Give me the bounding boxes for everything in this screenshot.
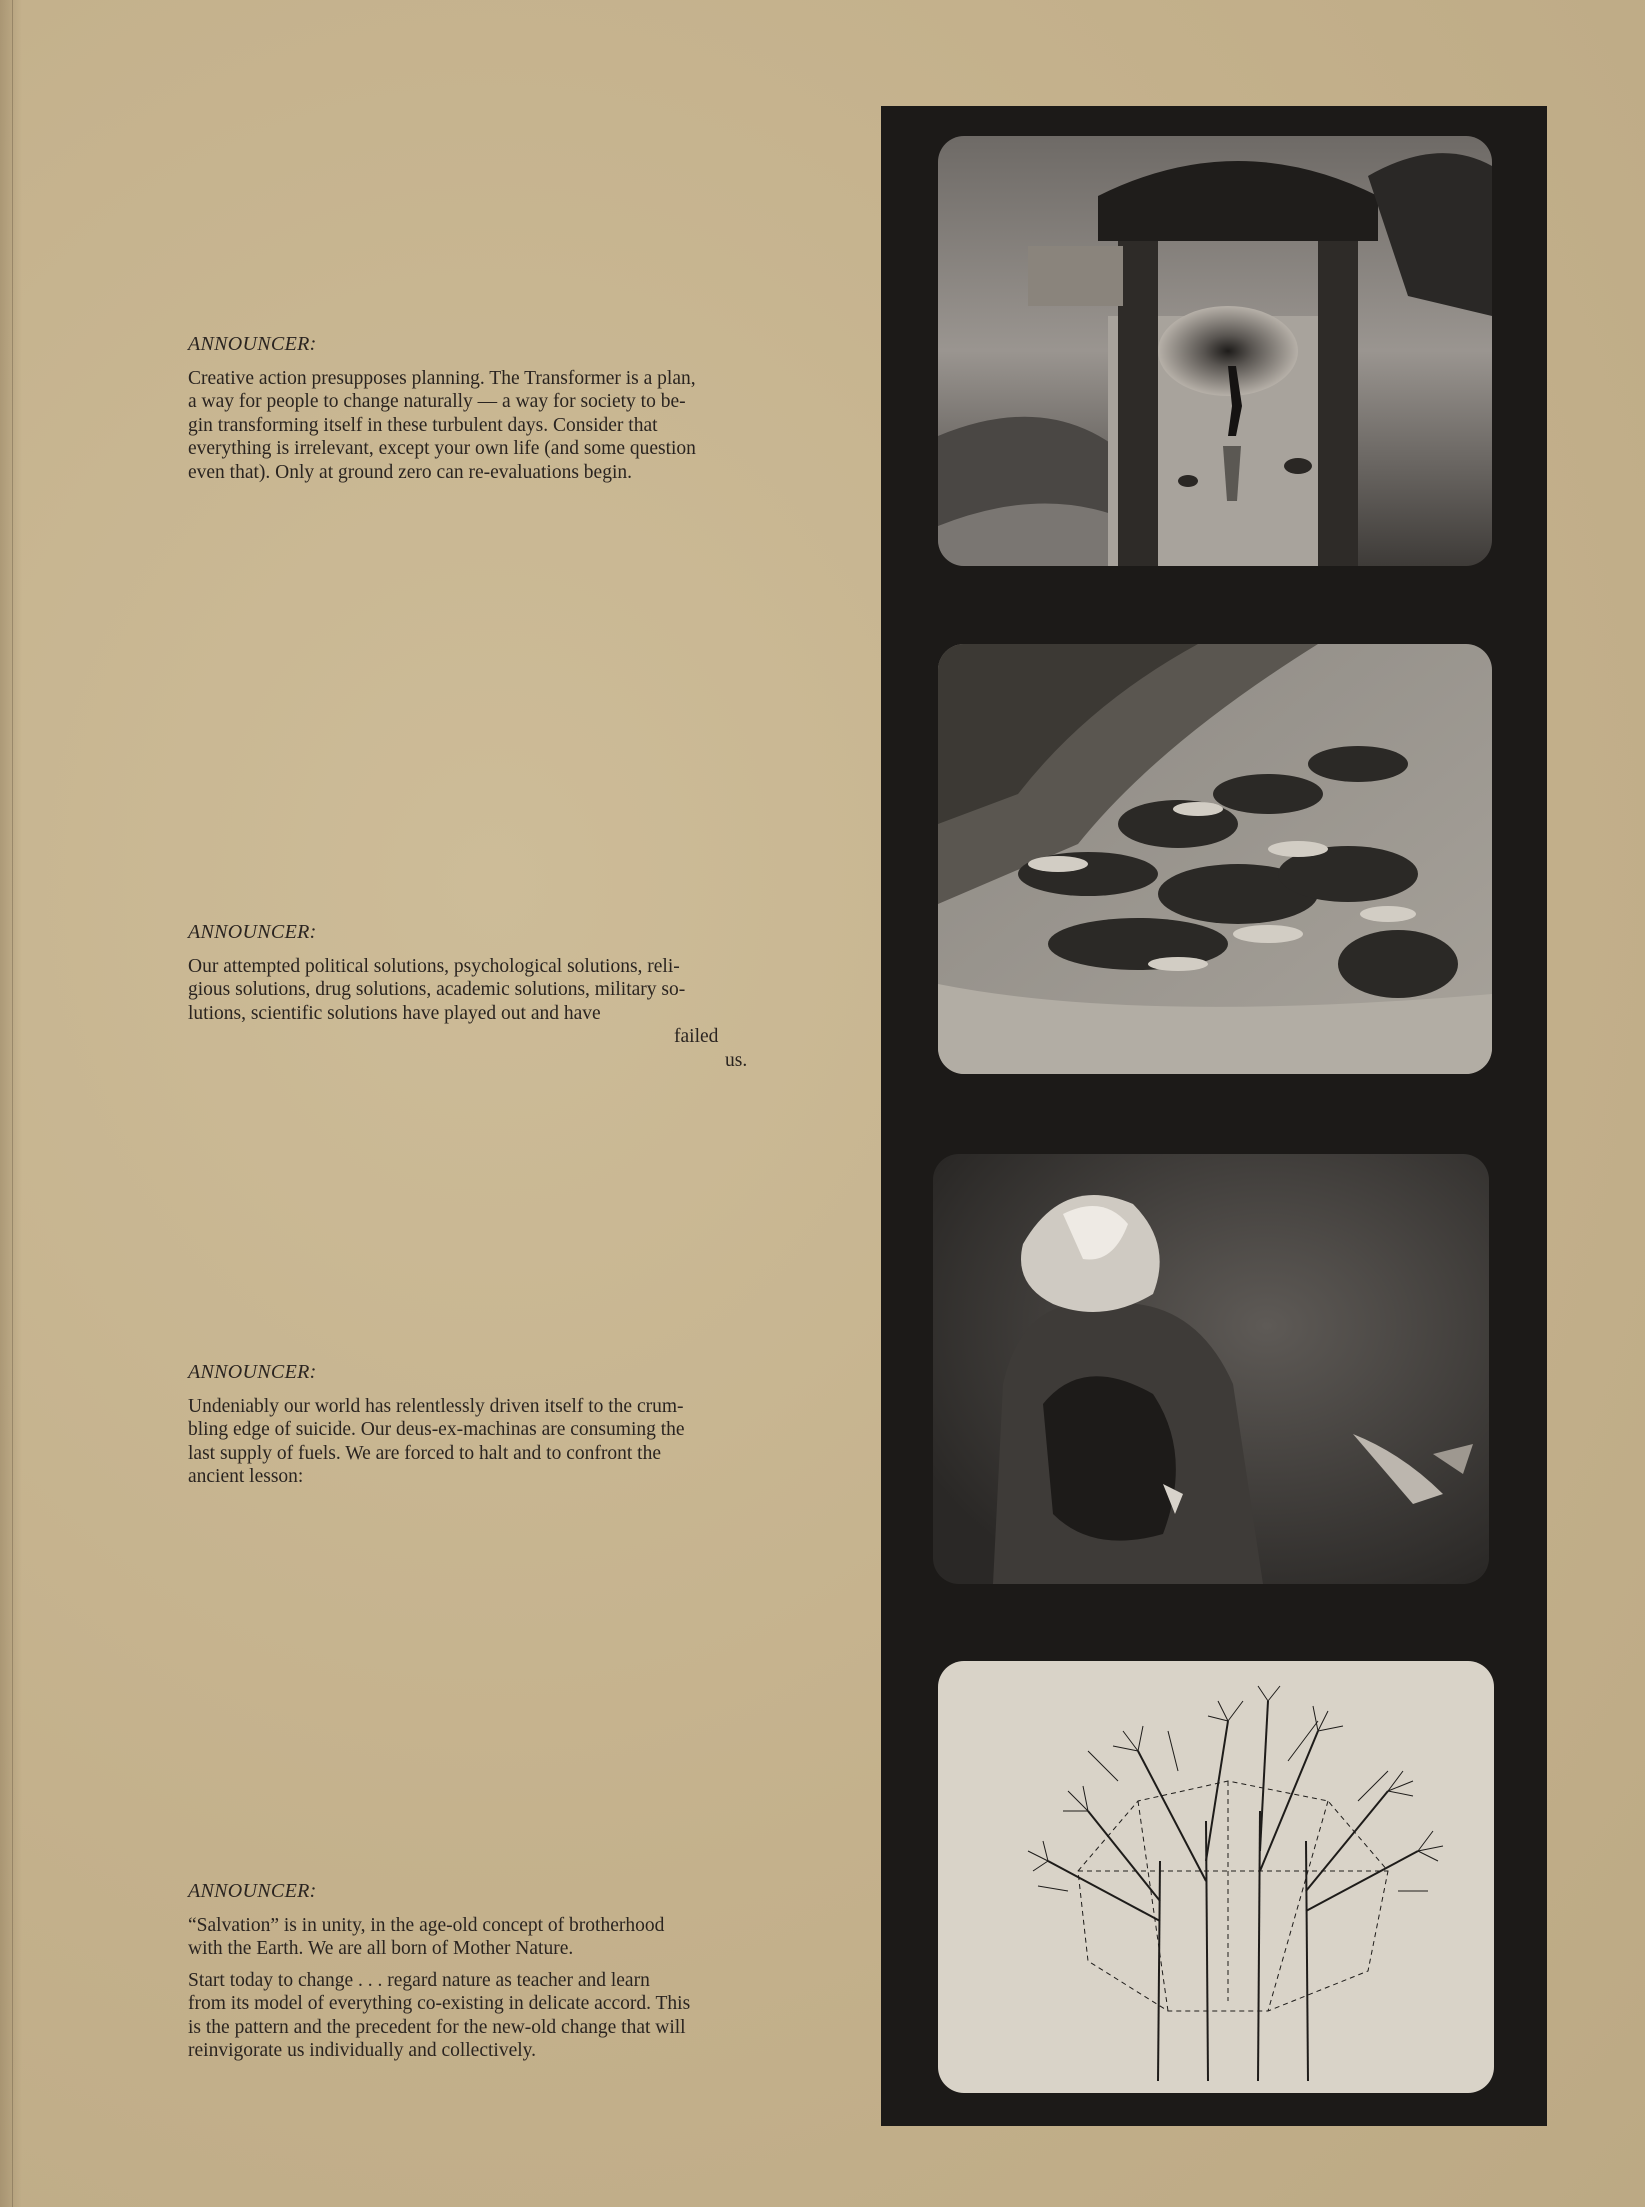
text-line: Undeniably our world has relentlessly driven itself to the crum- <box>188 1395 684 1417</box>
text-line: even that). Only at ground zero can re-evaluations begin. <box>188 461 632 483</box>
text-line: with the Earth. We are all born of Mother Nature. <box>188 1938 574 1959</box>
text-line: gin transforming itself in these turbulent days. Consider that <box>188 414 658 436</box>
frame-road-photo <box>938 644 1492 1074</box>
speaker-label: ANNOUNCER: <box>188 1361 317 1383</box>
announcer-text-2 <box>188 955 798 1073</box>
word-failed: failed <box>674 1026 719 1047</box>
speaker-label: ANNOUNCER: <box>188 333 317 355</box>
announcer-text-1 <box>188 367 798 485</box>
page-fold-edge <box>12 0 13 2207</box>
text-line: Creative action presupposes planning. The Transformer is a plan, <box>188 367 696 389</box>
announcer-text-4a <box>188 1914 798 1961</box>
announcer-section-2 <box>188 921 798 1080</box>
text-line: “Salvation” is in unity, in the age-old concept of brotherhood <box>188 1914 665 1936</box>
text-line: Our attempted political solutions, psychological solutions, reli- <box>188 955 680 977</box>
archway-photo-image <box>938 136 1492 566</box>
frame-tree-drawing <box>938 1661 1494 2093</box>
text-line: lutions, scientific solutions have played out and have <box>188 1002 601 1024</box>
text-line: reinvigorate us individually and collectively. <box>188 2040 537 2061</box>
announcer-section-4 <box>188 1880 798 2071</box>
speaker-label: ANNOUNCER: <box>188 1880 317 1902</box>
text-line: gious solutions, drug solutions, academic solutions, military so- <box>188 979 686 1000</box>
frame-figure-photo <box>933 1154 1489 1584</box>
text-line: a way for people to change naturally — a way for society to be- <box>188 391 686 412</box>
speaker-label: ANNOUNCER: <box>188 921 317 943</box>
text-line: ancient lesson: <box>188 1466 304 1487</box>
text-line: last supply of fuels. We are forced to halt and to confront the <box>188 1442 661 1464</box>
figure-photo-image <box>933 1154 1489 1584</box>
tree-drawing-image <box>938 1661 1494 2093</box>
announcer-text-3 <box>188 1395 798 1489</box>
text-line: from its model of everything co-existing in delicate accord. This <box>188 1993 691 2014</box>
road-photo-image <box>938 644 1492 1074</box>
text-line: is the pattern and the precedent for the new-old change that will <box>188 2016 686 2038</box>
text-line: bling edge of suicide. Our deus-ex-machinas are consuming the <box>188 1419 685 1440</box>
film-strip <box>881 106 1547 2126</box>
word-us: us. <box>725 1049 748 1071</box>
announcer-text-4b <box>188 1969 798 2063</box>
text-line: everything is irrelevant, except your own life (and some question <box>188 438 696 459</box>
announcer-section-1 <box>188 333 798 492</box>
announcer-section-3 <box>188 1361 798 1497</box>
text-line: Start today to change . . . regard nature as teacher and learn <box>188 1969 650 1991</box>
frame-archway-photo <box>938 136 1492 566</box>
